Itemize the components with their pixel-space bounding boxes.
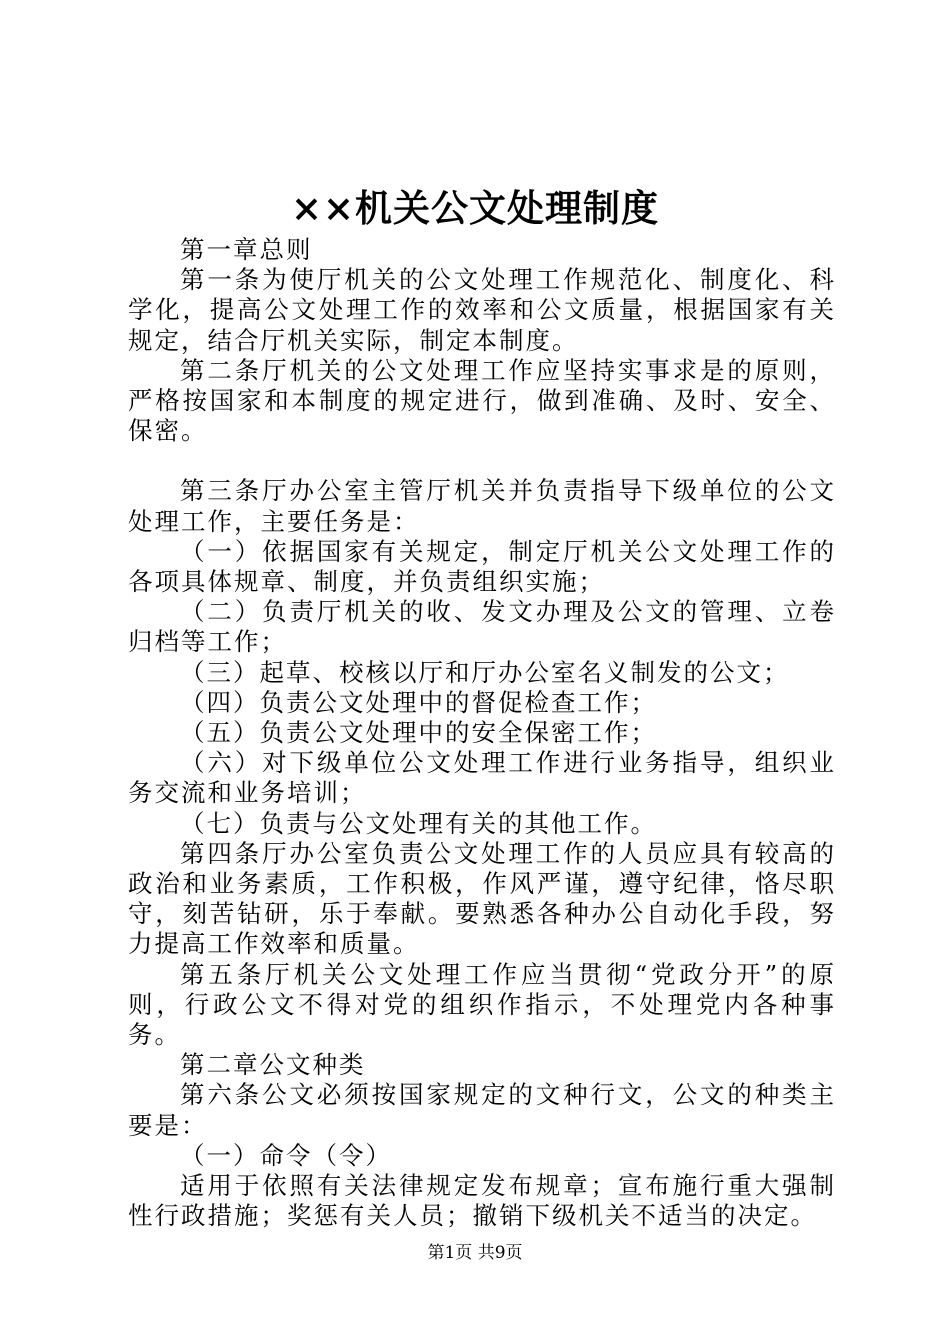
list-item: （二）负责厅机关的收、发文办理及公文的管理、立卷归档等工作； xyxy=(128,597,836,657)
article-paragraph: 第三条厅办公室主管厅机关并负责指导下级单位的公文处理工作，主要任务是： xyxy=(128,476,836,536)
list-item: （一）依据国家有关规定，制定厅机关公文处理工作的各项具体规章、制度，并负责组织实施； xyxy=(128,536,836,597)
article-paragraph: 第一条为使厅机关的公文处理工作规范化、制度化、科学化，提高公文处理工作的效率和公文质量，根据国家有关规定，结合厅机关实际，制定本制度。 xyxy=(128,265,836,355)
document-title: ××机关公文处理制度 xyxy=(290,186,659,230)
list-item: （六）对下级单位公文处理工作进行业务指导，组织业务交流和业务培训； xyxy=(128,748,836,808)
article-paragraph: 第二条厅机关的公文处理工作应坚持实事求是的原则，严格按国家和本制度的规定进行，做到准确、及时、安全、保密。 xyxy=(128,355,836,446)
article-paragraph: 适用于依照有关法律规定发布规章；宣布施行重大强制性行政措施；奖惩有关人员；撤销下级机关不适当的决定。 xyxy=(128,1171,836,1231)
article-paragraph: 第四条厅办公室负责公文处理工作的人员应具有较高的政治和业务素质，工作积极，作风严谨，遵守纪律，恪尽职守，刻苦钻研，乐于奉献。要熟悉各种办公自动化手段，努力提高工作效率和质量。 xyxy=(128,838,836,959)
document-body xyxy=(128,235,836,1232)
list-item: （三）起草、校核以厅和厅办公室名义制发的公文； xyxy=(180,657,790,687)
chapter-heading: 第一章总则 xyxy=(180,235,313,264)
chapter-heading: 第二章公文种类 xyxy=(180,1050,366,1080)
list-item: （七）负责与公文处理有关的其他工作。 xyxy=(180,808,657,838)
list-item: （一）命令（令） xyxy=(180,1140,392,1170)
list-item: （五）负责公文处理中的安全保密工作； xyxy=(180,718,657,748)
article-paragraph: 第五条厅机关公文处理工作应当贯彻“党政分开”的原则，行政公文不得对党的组织作指示，不处理党内各种事务。 xyxy=(128,959,836,1050)
list-item: （四）负责公文处理中的督促检查工作； xyxy=(180,687,657,717)
article-paragraph: 第六条公文必须按国家规定的文种行文，公文的种类主要是： xyxy=(128,1080,836,1140)
page-footer: 第1页 共9页 xyxy=(427,1243,523,1263)
